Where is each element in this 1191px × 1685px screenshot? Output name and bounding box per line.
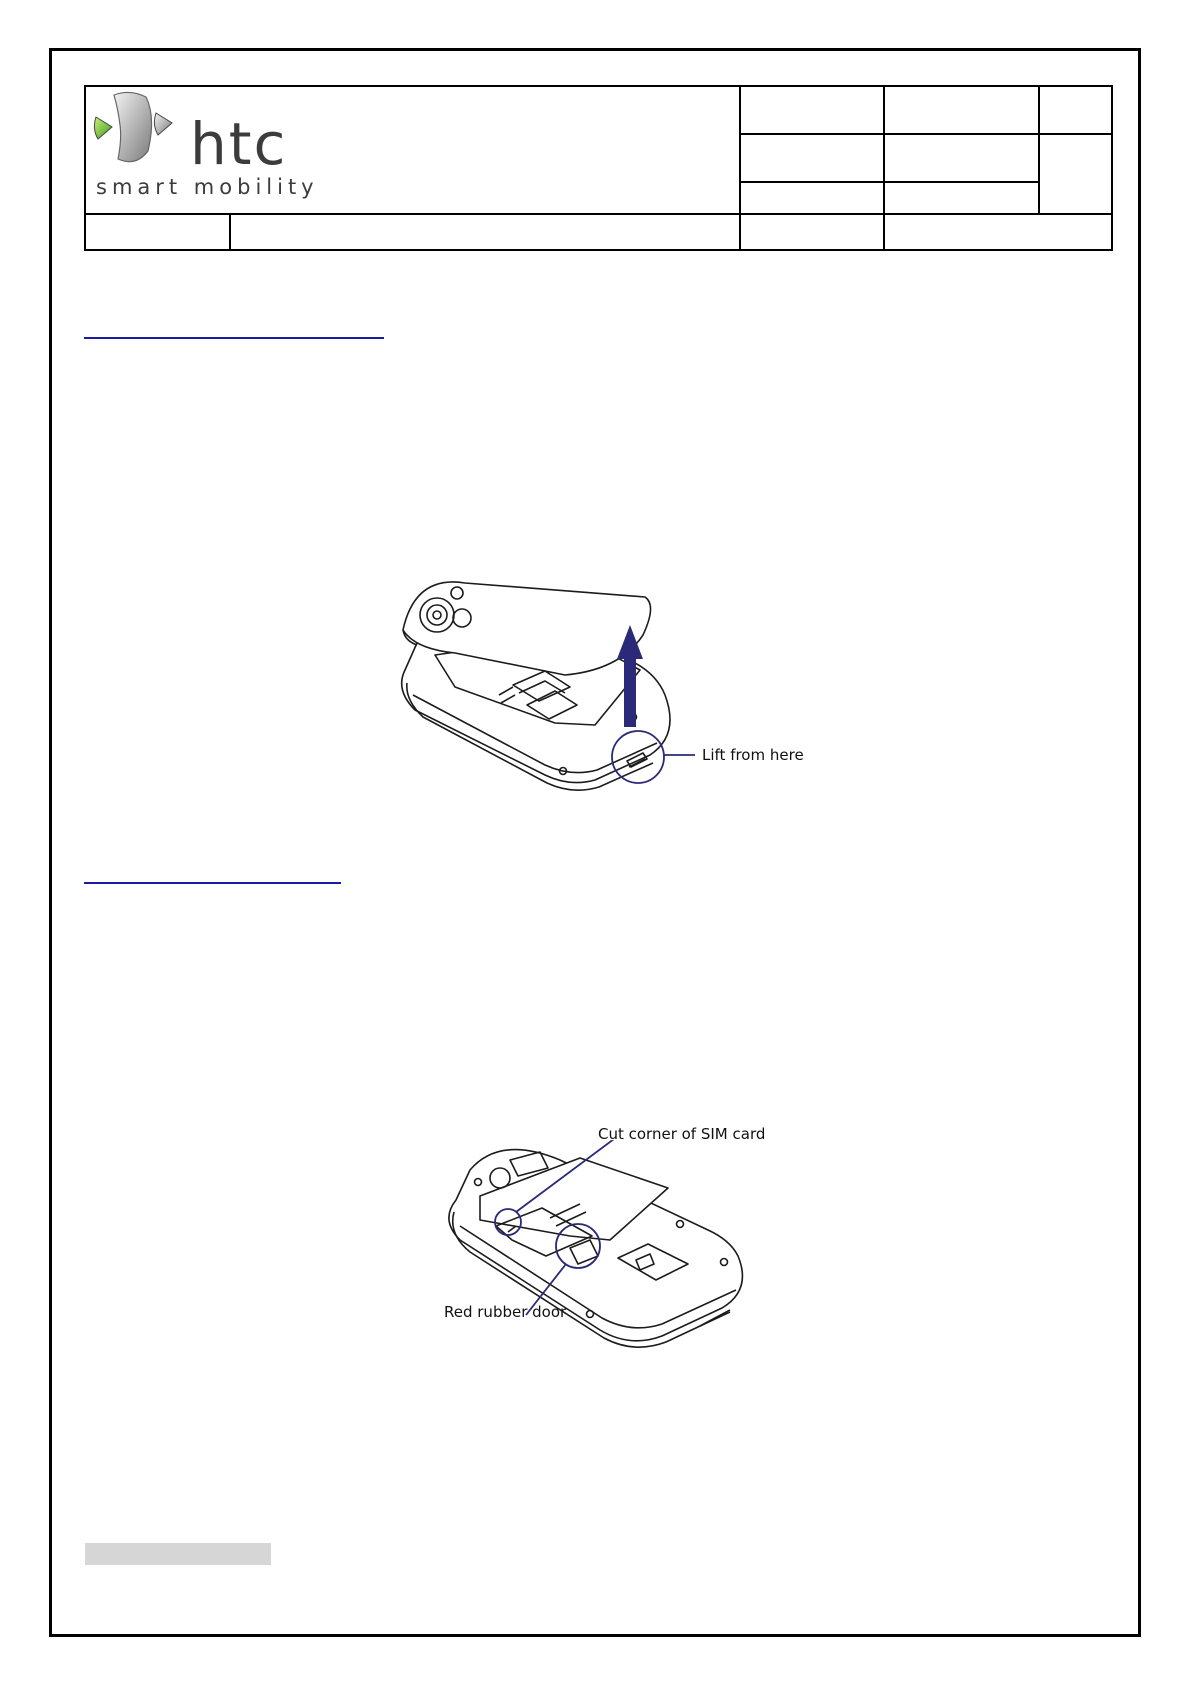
header-cell [884,182,1039,214]
header-cell [1039,86,1112,134]
section-1-heading-underline [84,337,384,339]
logo-wordmark: htc [190,110,288,178]
figure-remove-back-cover [395,575,695,815]
htc-logo [90,87,320,209]
section-2-heading-underline [84,882,341,884]
header-cell [884,214,1112,250]
header-cell [85,214,230,250]
logo-tagline: smart mobility [96,175,319,199]
header-cell [740,182,884,214]
callout-cut-corner: Cut corner of SIM card [598,1125,766,1143]
header-cell [884,86,1039,134]
logo-cell [85,86,740,214]
header-cell [740,86,884,134]
callout-lift-from-here: Lift from here [702,746,804,764]
figure-insert-sim-card [440,1140,760,1355]
header-cell [884,134,1039,182]
footer-grey-bar [85,1543,271,1565]
header-cell [230,214,740,250]
header-cell [740,214,884,250]
htc-logo-mark-icon [90,87,190,177]
header-cell [740,134,884,182]
header-cell [1039,134,1112,214]
callout-red-rubber-door: Red rubber door [444,1303,567,1321]
page-frame [49,48,1141,1637]
document-header-table [84,85,1113,251]
